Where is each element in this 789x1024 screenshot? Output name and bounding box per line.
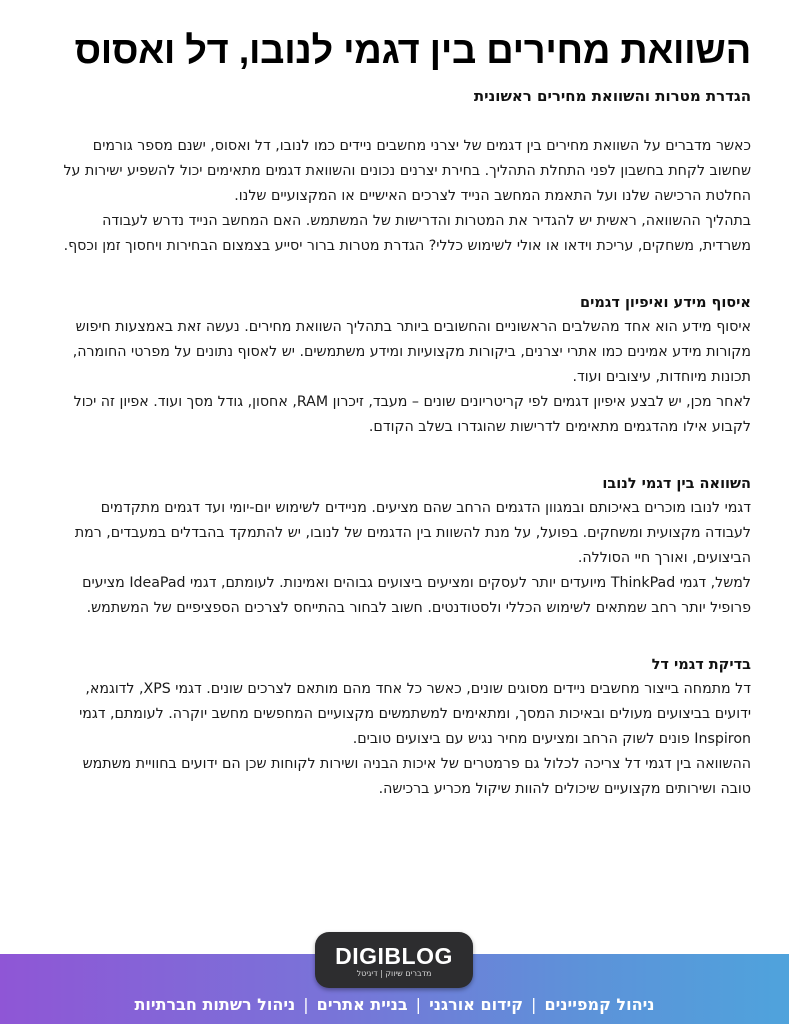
digiblog-logo[interactable] <box>315 932 473 988</box>
logo-wordmark: DIGIBLOG <box>335 943 453 969</box>
intro-paragraph-2: בתהליך ההשוואה, ראשית יש להגדיר את המטרות והדרישות של המשתמש. האם המחשב הנייד נדרש לעבודה משרדית, משחקים, עריכת וידאו או אולי לשימוש כללי? הגדרת מטרות ברור יסייע בצמצום הבחירות ויחסוך זמן וכסף. <box>63 213 751 254</box>
footer-link-web-building[interactable]: בניית אתרים <box>316 995 408 1014</box>
section-paragraph: לאחר מכן, יש לבצע איפיון דגמים לפי קריטריונים שונים – מעבד, זיכרון RAM, אחסון, גודל מסך ועוד. אפיון זה יכול לקבוע אילו מהדגמים מתאימים לדרישות שהוגדרו בשלב הקודם. <box>73 394 751 435</box>
footer-separator: | <box>303 995 309 1014</box>
footer-separator: | <box>415 995 422 1014</box>
page-title: השוואת מחירים בין דגמי לנובו, דל ואסוס <box>74 30 751 72</box>
footer-link-seo[interactable]: קידום אורגני <box>429 995 524 1014</box>
footer-link-campaigns[interactable]: ניהול קמפיינים <box>544 995 655 1014</box>
section-paragraph: למשל, דגמי ThinkPad מיועדים יותר לעסקים ומציעים ביצועים גבוהים ואמינות. לעומתם, דגמי IdeaPad מציעים פרופיל יותר רחב שמתאים לשימוש הכללי ולסטודנטים. חשוב לבחור בהתייחס לצרכים הספציפיים של המשתמש. <box>82 575 751 616</box>
section-paragraph: דגמי לנובו מוכרים באיכותם ובמגוון הדגמים הרחב שהם מציעים. מניידים לשימוש יום-יומי ועד דגמים מתקדמים לעבודה מקצועית ומשחקים. בפועל, על מנת להשוות בין הדגמים של לנובו, יש להתמקד בהבדלים במעבדים, רמת הביצועים, ואורך חיי הסוללה. <box>74 500 751 566</box>
footer-links <box>0 994 789 1016</box>
section-paragraph: ההשוואה בין דגמי דל צריכה לכלול גם פרמטרים של איכות הבניה ושירות לקוחות שכן הם ידועים בחוויית משתמש טובה ושירותים מקצועיים שיכולים להוות שיקול מכריע ברכישה. <box>82 756 751 797</box>
section-heading: בדיקת דגמי דל <box>651 657 751 673</box>
footer-separator: | <box>531 995 537 1014</box>
section-dell-review <box>56 653 751 802</box>
section-paragraph: דל מתמחה בייצור מחשבים ניידים מסוגים שונים, כאשר כל אחד מהם מותאם לצרכים שונים. דגמי XPS, לדוגמא, ידועים בביצועים מעולים ובאיכות המסך, ומתאימים למשתמשים מקצועיים המחפשים מחשב יוקרה. לעומתם, דגמי Inspiron פונים לשוק הרחב ומציעים מחיר נגיש עם ביצועים טובים. <box>79 681 751 747</box>
section-info-gathering <box>56 291 751 440</box>
intro-section <box>56 134 751 259</box>
page-subtitle: הגדרת מטרות והשוואת מחירים ראשונית <box>473 87 751 105</box>
article <box>56 28 751 802</box>
section-heading: איסוף מידע ואיפיון דגמים <box>580 295 751 311</box>
section-paragraph: איסוף מידע הוא אחד מהשלבים הראשוניים והחשובים ביותר בתהליך השוואת מחירים. נעשה זאת באמצעות חיפוש מקורות מידע אמינים כמו אתרי יצרנים, ביקורות מקצועיות ומידע משתמשים. יש לאסוף נתונים על מפרטי החומרה, תכונות מיוחדות, עיצובים ועוד. <box>72 319 751 385</box>
section-lenovo-comparison <box>56 472 751 621</box>
intro-paragraph-1: כאשר מדברים על השוואת מחירים בין דגמים של יצרני מחשבים ניידים כמו לנובו, דל ואסוס, ישנם מספר גורמים שחשוב לקחת בחשבון לפני התחלת התהליך. בחירת יצרנים נכונים והשוואת דגמים מתאימים יכול להשפיע ישירות על החלטת הרכישה שלנו ועל התאמת המחשב הנייד לצרכים האישיים או המקצועיים שלנו. <box>63 138 751 204</box>
section-heading: השוואה בין דגמי לנובו <box>602 476 751 492</box>
logo-tagline: מדברים שיווק | דיגיטל <box>356 969 432 978</box>
footer-link-social[interactable]: ניהול רשתות חברתיות <box>134 995 296 1014</box>
